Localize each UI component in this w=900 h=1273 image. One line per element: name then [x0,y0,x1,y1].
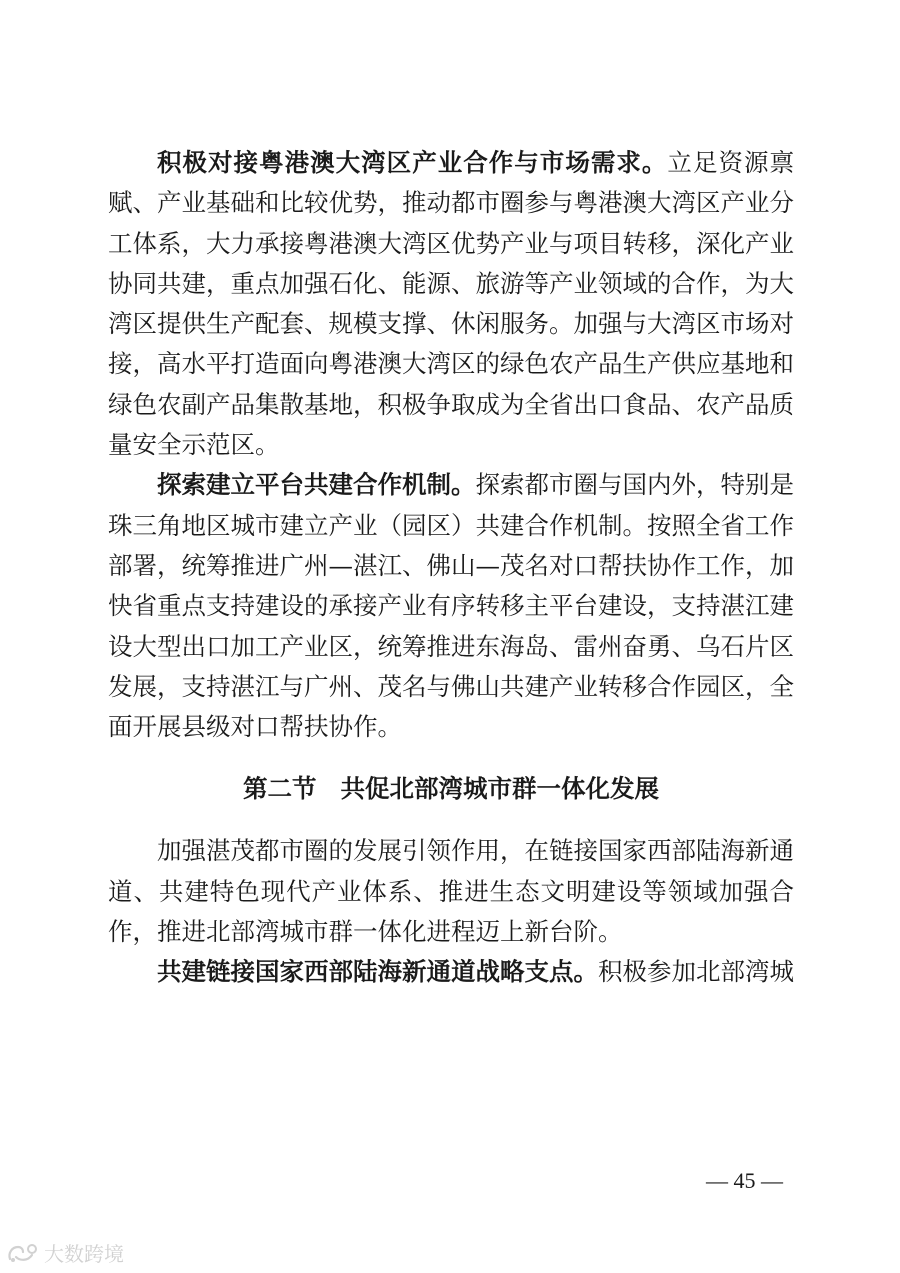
paragraph-body: 探索都市圈与国内外，特别是珠三角地区城市建立产业（园区）共建合作机制。按照全省工作部署，统筹推进广州—湛江、佛山—茂名对口帮扶协作工作，加快省重点支持建设的承接产业有序转移主平台建设，支持湛江建设大型出口加工产业区，统筹推进东海岛、雷州奋勇、乌石片区发展，支持湛江与广州、茂名与佛山共建产业转移合作园区，全面开展县级对口帮扶协作。 [108,470,794,742]
watermark-text: 大数跨境 [44,1242,124,1266]
paragraph-body: 立足资源禀赋、产业基础和比较优势，推动都市圈参与粤港澳大湾区产业分工体系，大力承接粤港澳大湾区优势产业与项目转移，深化产业协同共建，重点加强石化、能源、旅游等产业领域的合作，为大湾区提供生产配套、规模支撑、休闲服务。加强与大湾区市场对接，高水平打造面向粤港澳大湾区的绿色农产品生产供应基地和绿色农副产品集散基地，积极争取成为全省出口食品、农产品质量安全示范区。 [108,148,795,460]
page-content [108,143,794,993]
watermark-logo-icon [6,1242,40,1264]
paragraph-lead: 探索建立平台共建合作机制。 [157,470,476,500]
paragraph-lead: 积极对接粤港澳大湾区产业合作与市场需求。 [157,148,668,177]
paragraph-platform-cooperation [108,465,794,747]
page-number: — 45 — [706,1168,783,1193]
paragraph-section-intro [108,831,794,952]
paragraph-body: 加强湛茂都市圈的发展引领作用，在链接国家西部陆海新通道、共建特色现代产业体系、推进生态文明建设等领域加强合作，推进北部湾城市群一体化进程迈上新台阶。 [108,836,794,947]
section-heading [108,769,794,809]
section-number: 第二节 [243,774,317,804]
watermark [6,1238,124,1267]
paragraph-strategic-pivot [108,952,794,992]
section-title: 共促北部湾城市群一体化发展 [340,774,659,804]
paragraph-market-docking [108,143,794,465]
paragraph-lead: 共建链接国家西部陆海新通道战略支点。 [157,957,598,987]
paragraph-body: 积极参加北部湾城 [598,957,794,987]
